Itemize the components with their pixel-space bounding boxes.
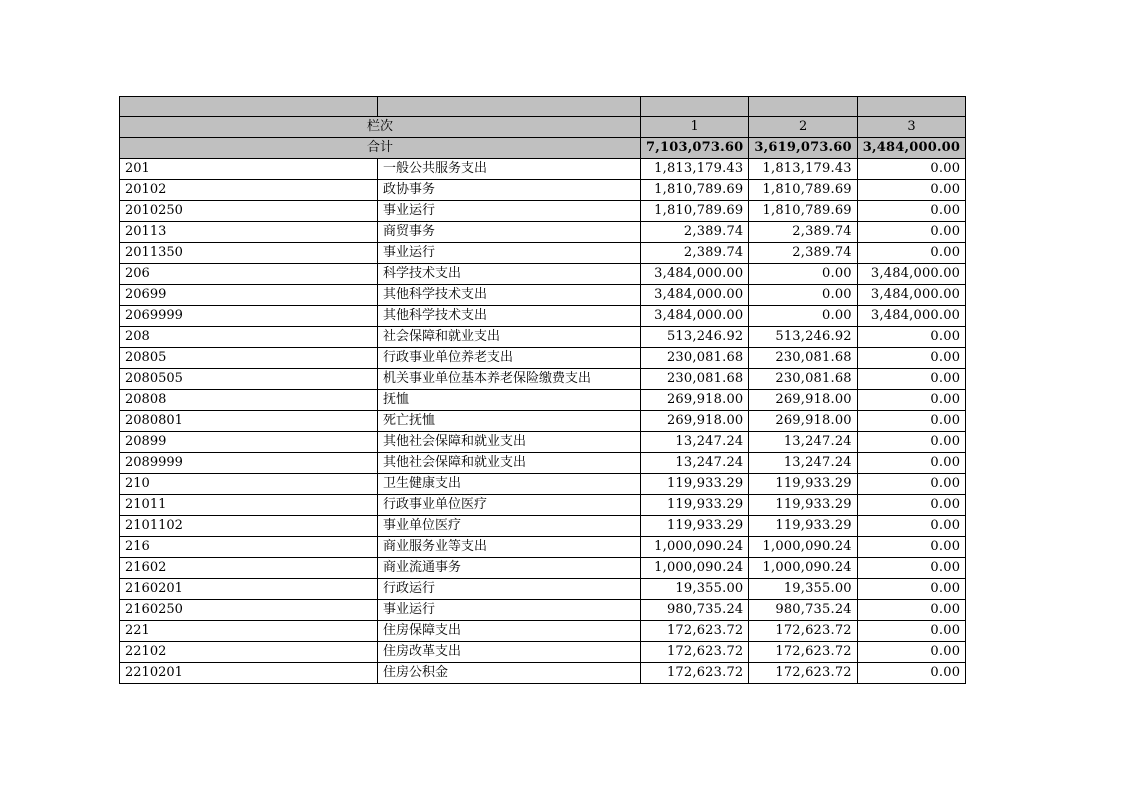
amount-cell: 172,623.72 xyxy=(641,642,749,663)
table-row xyxy=(120,558,966,579)
amount-cell: 0.00 xyxy=(857,600,965,621)
table-row xyxy=(120,159,966,180)
amount-cell: 0.00 xyxy=(857,558,965,579)
amount-cell: 172,623.72 xyxy=(749,663,857,684)
amount-cell: 0.00 xyxy=(857,537,965,558)
subject-code: 20102 xyxy=(120,180,378,201)
subject-code: 210 xyxy=(120,474,378,495)
amount-cell: 513,246.92 xyxy=(641,327,749,348)
subject-name: 商业服务业等支出 xyxy=(378,537,641,558)
table-row xyxy=(120,411,966,432)
table-row xyxy=(120,222,966,243)
amount-cell: 980,735.24 xyxy=(641,600,749,621)
subject-name: 商业流通事务 xyxy=(378,558,641,579)
amount-cell: 3,484,000.00 xyxy=(641,306,749,327)
subject-name: 其他社会保障和就业支出 xyxy=(378,432,641,453)
subject-code: 208 xyxy=(120,327,378,348)
subject-name: 住房保障支出 xyxy=(378,621,641,642)
amount-cell: 2,389.74 xyxy=(641,243,749,264)
header-blank-row xyxy=(120,97,966,117)
amount-cell: 2,389.74 xyxy=(641,222,749,243)
amount-cell: 0.00 xyxy=(857,201,965,222)
amount-cell: 0.00 xyxy=(857,243,965,264)
table-row xyxy=(120,642,966,663)
total-value: 7,103,073.60 xyxy=(641,138,749,159)
amount-cell: 1,813,179.43 xyxy=(749,159,857,180)
table-row xyxy=(120,495,966,516)
amount-cell: 269,918.00 xyxy=(641,411,749,432)
amount-cell: 0.00 xyxy=(857,453,965,474)
header-blank-cell xyxy=(641,97,749,117)
amount-cell: 513,246.92 xyxy=(749,327,857,348)
amount-cell: 0.00 xyxy=(857,411,965,432)
amount-cell: 1,810,789.69 xyxy=(749,180,857,201)
amount-cell: 0.00 xyxy=(857,642,965,663)
subject-name: 一般公共服务支出 xyxy=(378,159,641,180)
subject-name: 事业运行 xyxy=(378,600,641,621)
subject-name: 卫生健康支出 xyxy=(378,474,641,495)
subject-code: 21011 xyxy=(120,495,378,516)
amount-cell: 1,810,789.69 xyxy=(749,201,857,222)
amount-cell: 172,623.72 xyxy=(749,642,857,663)
subject-code: 20113 xyxy=(120,222,378,243)
subject-name: 其他社会保障和就业支出 xyxy=(378,453,641,474)
subject-name: 行政事业单位医疗 xyxy=(378,495,641,516)
subject-code: 216 xyxy=(120,537,378,558)
amount-cell: 172,623.72 xyxy=(749,621,857,642)
amount-cell: 0.00 xyxy=(749,264,857,285)
amount-cell: 19,355.00 xyxy=(749,579,857,600)
subject-name: 政协事务 xyxy=(378,180,641,201)
total-label: 合计 xyxy=(120,138,641,159)
table-row xyxy=(120,348,966,369)
header-blank-cell xyxy=(378,97,641,117)
amount-cell: 1,000,090.24 xyxy=(749,558,857,579)
amount-cell: 269,918.00 xyxy=(749,390,857,411)
table-row xyxy=(120,432,966,453)
column-number: 1 xyxy=(641,117,749,138)
amount-cell: 230,081.68 xyxy=(749,348,857,369)
subject-code: 2210201 xyxy=(120,663,378,684)
table-row xyxy=(120,243,966,264)
subject-name: 科学技术支出 xyxy=(378,264,641,285)
table-row xyxy=(120,453,966,474)
subject-code: 21602 xyxy=(120,558,378,579)
table-row xyxy=(120,663,966,684)
amount-cell: 13,247.24 xyxy=(749,432,857,453)
amount-cell: 119,933.29 xyxy=(749,495,857,516)
amount-cell: 0.00 xyxy=(857,222,965,243)
subject-name: 其他科学技术支出 xyxy=(378,306,641,327)
amount-cell: 230,081.68 xyxy=(641,348,749,369)
amount-cell: 3,484,000.00 xyxy=(641,264,749,285)
subject-code: 22102 xyxy=(120,642,378,663)
amount-cell: 119,933.29 xyxy=(641,516,749,537)
amount-cell: 0.00 xyxy=(857,432,965,453)
table-row xyxy=(120,180,966,201)
amount-cell: 0.00 xyxy=(857,159,965,180)
amount-cell: 2,389.74 xyxy=(749,243,857,264)
table-row xyxy=(120,264,966,285)
amount-cell: 0.00 xyxy=(857,369,965,390)
subject-name: 其他科学技术支出 xyxy=(378,285,641,306)
column-number: 3 xyxy=(857,117,965,138)
subject-name: 机关事业单位基本养老保险缴费支出 xyxy=(378,369,641,390)
amount-cell: 1,810,789.69 xyxy=(641,180,749,201)
table-row xyxy=(120,327,966,348)
amount-cell: 0.00 xyxy=(857,579,965,600)
subject-name: 死亡抚恤 xyxy=(378,411,641,432)
amount-cell: 0.00 xyxy=(857,621,965,642)
subject-name: 行政事业单位养老支出 xyxy=(378,348,641,369)
amount-cell: 269,918.00 xyxy=(749,411,857,432)
table-row xyxy=(120,537,966,558)
subject-code: 2069999 xyxy=(120,306,378,327)
subject-name: 住房公积金 xyxy=(378,663,641,684)
subject-name: 抚恤 xyxy=(378,390,641,411)
amount-cell: 172,623.72 xyxy=(641,663,749,684)
column-number-row xyxy=(120,117,966,138)
table-row xyxy=(120,390,966,411)
amount-cell: 230,081.68 xyxy=(749,369,857,390)
amount-cell: 3,484,000.00 xyxy=(857,285,965,306)
subject-code: 206 xyxy=(120,264,378,285)
amount-cell: 1,000,090.24 xyxy=(641,558,749,579)
amount-cell: 1,000,090.24 xyxy=(749,537,857,558)
budget-table xyxy=(119,96,966,684)
subject-name: 行政运行 xyxy=(378,579,641,600)
subject-code: 201 xyxy=(120,159,378,180)
amount-cell: 980,735.24 xyxy=(749,600,857,621)
amount-cell: 0.00 xyxy=(857,516,965,537)
amount-cell: 13,247.24 xyxy=(641,453,749,474)
amount-cell: 3,484,000.00 xyxy=(641,285,749,306)
table-row xyxy=(120,600,966,621)
amount-cell: 0.00 xyxy=(857,327,965,348)
total-value: 3,484,000.00 xyxy=(857,138,965,159)
amount-cell: 230,081.68 xyxy=(641,369,749,390)
subject-name: 事业运行 xyxy=(378,243,641,264)
subject-code: 2010250 xyxy=(120,201,378,222)
subject-name: 事业运行 xyxy=(378,201,641,222)
amount-cell: 13,247.24 xyxy=(641,432,749,453)
amount-cell: 3,484,000.00 xyxy=(857,264,965,285)
amount-cell: 3,484,000.00 xyxy=(857,306,965,327)
amount-cell: 13,247.24 xyxy=(749,453,857,474)
table-row xyxy=(120,621,966,642)
amount-cell: 1,813,179.43 xyxy=(641,159,749,180)
amount-cell: 0.00 xyxy=(749,306,857,327)
amount-cell: 119,933.29 xyxy=(641,474,749,495)
amount-cell: 0.00 xyxy=(857,180,965,201)
table-row xyxy=(120,516,966,537)
subject-code: 20899 xyxy=(120,432,378,453)
subject-code: 2089999 xyxy=(120,453,378,474)
amount-cell: 172,623.72 xyxy=(641,621,749,642)
subject-code: 2160201 xyxy=(120,579,378,600)
table-row xyxy=(120,285,966,306)
subject-code: 2101102 xyxy=(120,516,378,537)
table-row xyxy=(120,579,966,600)
column-number: 2 xyxy=(749,117,857,138)
amount-cell: 119,933.29 xyxy=(641,495,749,516)
subject-code: 2080801 xyxy=(120,411,378,432)
subject-code: 20699 xyxy=(120,285,378,306)
amount-cell: 1,000,090.24 xyxy=(641,537,749,558)
table-row xyxy=(120,306,966,327)
total-value: 3,619,073.60 xyxy=(749,138,857,159)
amount-cell: 2,389.74 xyxy=(749,222,857,243)
amount-cell: 119,933.29 xyxy=(749,516,857,537)
table-row xyxy=(120,474,966,495)
amount-cell: 19,355.00 xyxy=(641,579,749,600)
subject-code: 2011350 xyxy=(120,243,378,264)
subject-code: 221 xyxy=(120,621,378,642)
header-blank-cell xyxy=(120,97,378,117)
subject-name: 事业单位医疗 xyxy=(378,516,641,537)
amount-cell: 269,918.00 xyxy=(641,390,749,411)
amount-cell: 0.00 xyxy=(857,474,965,495)
amount-cell: 0.00 xyxy=(857,390,965,411)
amount-cell: 1,810,789.69 xyxy=(641,201,749,222)
amount-cell: 119,933.29 xyxy=(749,474,857,495)
amount-cell: 0.00 xyxy=(857,348,965,369)
subject-code: 20805 xyxy=(120,348,378,369)
subject-name: 社会保障和就业支出 xyxy=(378,327,641,348)
table-row xyxy=(120,201,966,222)
table-row xyxy=(120,369,966,390)
amount-cell: 0.00 xyxy=(857,495,965,516)
subject-code: 2080505 xyxy=(120,369,378,390)
subject-code: 2160250 xyxy=(120,600,378,621)
subject-name: 住房改革支出 xyxy=(378,642,641,663)
header-blank-cell xyxy=(857,97,965,117)
seq-label: 栏次 xyxy=(120,117,641,138)
header-blank-cell xyxy=(749,97,857,117)
subject-code: 20808 xyxy=(120,390,378,411)
subject-name: 商贸事务 xyxy=(378,222,641,243)
amount-cell: 0.00 xyxy=(857,663,965,684)
amount-cell: 0.00 xyxy=(749,285,857,306)
total-row xyxy=(120,138,966,159)
